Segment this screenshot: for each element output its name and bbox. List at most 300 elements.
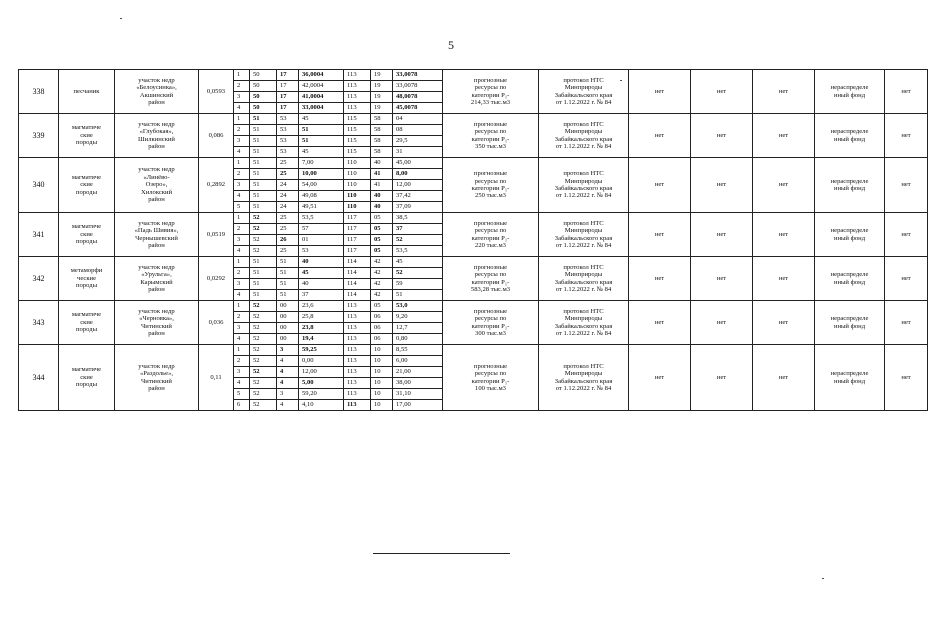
coordinate-cell: 53,5 xyxy=(299,213,344,224)
point-number-cell: 4 xyxy=(234,103,250,114)
coordinate-cell: 05 xyxy=(371,246,393,257)
status-cell: нет xyxy=(885,70,928,114)
status-cell: нет xyxy=(885,114,928,158)
coordinate-cell: 52 xyxy=(250,356,277,367)
coordinate-cell: 59,20 xyxy=(299,389,344,400)
point-number-cell: 1 xyxy=(234,345,250,356)
coordinate-cell: 58 xyxy=(371,125,393,136)
coordinate-cell: 57 xyxy=(299,224,344,235)
rock-type-cell: магматиче ские породы xyxy=(59,345,115,411)
coordinate-cell: 52 xyxy=(250,224,277,235)
table-body xyxy=(19,70,928,411)
coordinate-cell: 49,08 xyxy=(299,191,344,202)
coordinate-cell: 59 xyxy=(393,279,443,290)
coordinate-cell: 52 xyxy=(250,246,277,257)
coordinate-cell: 50 xyxy=(250,70,277,81)
status-cell: нет xyxy=(629,345,691,411)
row-number-cell: 343 xyxy=(19,301,59,345)
table-row xyxy=(19,301,928,312)
coordinate-cell: 115 xyxy=(344,136,371,147)
fund-cell: нераспределе нный фонд xyxy=(815,213,885,257)
point-number-cell: 3 xyxy=(234,180,250,191)
deposits-table xyxy=(18,69,928,411)
status-cell: нет xyxy=(753,114,815,158)
coordinate-cell: 41,0004 xyxy=(299,92,344,103)
protocol-cell: протокол НТС Минприроды Забайкальского края от 1.12.2022 г. № 84 xyxy=(539,301,629,345)
site-cell: участок недр «Белоусинка», Акшинский район xyxy=(115,70,199,114)
coordinate-cell: 51 xyxy=(250,147,277,158)
point-number-cell: 2 xyxy=(234,169,250,180)
coordinate-cell: 51 xyxy=(277,268,299,279)
coordinate-cell: 40 xyxy=(371,202,393,213)
coordinate-cell: 10 xyxy=(371,389,393,400)
fund-cell: нераспределе нный фонд xyxy=(815,114,885,158)
coordinate-cell: 51 xyxy=(250,202,277,213)
coordinate-cell: 26 xyxy=(277,235,299,246)
coordinate-cell: 10 xyxy=(371,400,393,411)
table-row xyxy=(19,158,928,169)
coordinate-cell: 06 xyxy=(371,323,393,334)
coordinate-cell: 114 xyxy=(344,268,371,279)
status-cell: нет xyxy=(753,345,815,411)
point-number-cell: 6 xyxy=(234,400,250,411)
coordinate-cell: 23,6 xyxy=(299,301,344,312)
coordinate-cell: 45 xyxy=(299,268,344,279)
coordinate-cell: 53 xyxy=(277,114,299,125)
coordinate-cell: 51 xyxy=(250,114,277,125)
coordinate-cell: 17 xyxy=(277,70,299,81)
coordinate-cell: 117 xyxy=(344,246,371,257)
fund-cell: нераспределе нный фонд xyxy=(815,345,885,411)
status-cell: нет xyxy=(885,213,928,257)
coordinate-cell: 33,0078 xyxy=(393,70,443,81)
coordinate-cell: 10 xyxy=(371,345,393,356)
point-number-cell: 4 xyxy=(234,378,250,389)
coordinate-cell: 53,0 xyxy=(393,301,443,312)
coordinate-cell: 42,0004 xyxy=(299,81,344,92)
area-cell: 0,11 xyxy=(199,345,234,411)
coordinate-cell: 24 xyxy=(277,191,299,202)
coordinate-cell: 52 xyxy=(250,367,277,378)
coordinate-cell: 21,00 xyxy=(393,367,443,378)
coordinate-cell: 117 xyxy=(344,213,371,224)
fund-cell: нераспределе нный фонд xyxy=(815,257,885,301)
coordinate-cell: 113 xyxy=(344,323,371,334)
coordinate-cell: 52 xyxy=(250,301,277,312)
point-number-cell: 3 xyxy=(234,136,250,147)
coordinate-cell: 51 xyxy=(299,125,344,136)
resources-cell: прогнозные ресурсы по категории P₁- 250 тыс.м3 xyxy=(443,158,539,213)
site-cell: участок недр «Линёво- Озеро», Хилокский район xyxy=(115,158,199,213)
status-cell: нет xyxy=(885,158,928,213)
coordinate-cell: 4,10 xyxy=(299,400,344,411)
coordinate-cell: 31 xyxy=(393,147,443,158)
coordinate-cell: 52 xyxy=(250,235,277,246)
resources-cell: прогнозные ресурсы по категории P₁- 350 тыс.м3 xyxy=(443,114,539,158)
coordinate-cell: 113 xyxy=(344,334,371,345)
protocol-cell: протокол НТС Минприроды Забайкальского края от 1.12.2022 г. № 84 xyxy=(539,345,629,411)
rock-type-cell: магматиче ские породы xyxy=(59,114,115,158)
fund-cell: нераспределе нный фонд xyxy=(815,301,885,345)
coordinate-cell: 8,00 xyxy=(393,169,443,180)
rock-type-cell: магматиче ские породы xyxy=(59,213,115,257)
coordinate-cell: 10,00 xyxy=(299,169,344,180)
coordinate-cell: 17 xyxy=(277,103,299,114)
coordinate-cell: 115 xyxy=(344,147,371,158)
coordinate-cell: 52 xyxy=(250,400,277,411)
protocol-cell: протокол НТС Минприроды Забайкальского края от 1.12.2022 г. № 84 xyxy=(539,114,629,158)
coordinate-cell: 117 xyxy=(344,224,371,235)
coordinate-cell: 51 xyxy=(277,257,299,268)
coordinate-cell: 52 xyxy=(250,312,277,323)
coordinate-cell: 113 xyxy=(344,312,371,323)
coordinate-cell: 51 xyxy=(250,279,277,290)
row-number-cell: 342 xyxy=(19,257,59,301)
point-number-cell: 1 xyxy=(234,257,250,268)
point-number-cell: 4 xyxy=(234,191,250,202)
coordinate-cell: 113 xyxy=(344,345,371,356)
coordinate-cell: 54,00 xyxy=(299,180,344,191)
point-number-cell: 2 xyxy=(234,312,250,323)
scan-speck xyxy=(822,578,824,579)
coordinate-cell: 53 xyxy=(277,147,299,158)
coordinate-cell: 25 xyxy=(277,224,299,235)
coordinate-cell: 52 xyxy=(393,235,443,246)
coordinate-cell: 45,0078 xyxy=(393,103,443,114)
coordinate-cell: 53 xyxy=(299,246,344,257)
coordinate-cell: 38,5 xyxy=(393,213,443,224)
coordinate-cell: 53,5 xyxy=(393,246,443,257)
coordinate-cell: 40 xyxy=(371,158,393,169)
coordinate-cell: 113 xyxy=(344,70,371,81)
point-number-cell: 4 xyxy=(234,290,250,301)
coordinate-cell: 00 xyxy=(277,301,299,312)
table-row xyxy=(19,257,928,268)
resources-cell: прогнозные ресурсы по категории P₁- 220 тыс.м3 xyxy=(443,213,539,257)
coordinate-cell: 48,0078 xyxy=(393,92,443,103)
coordinate-cell: 4 xyxy=(277,400,299,411)
coordinate-cell: 24 xyxy=(277,202,299,213)
coordinate-cell: 36,0004 xyxy=(299,70,344,81)
status-cell: нет xyxy=(753,257,815,301)
point-number-cell: 3 xyxy=(234,235,250,246)
point-number-cell: 2 xyxy=(234,125,250,136)
coordinate-cell: 45 xyxy=(393,257,443,268)
coordinate-cell: 12,00 xyxy=(393,180,443,191)
coordinate-cell: 51 xyxy=(277,279,299,290)
coordinate-cell: 25 xyxy=(277,246,299,257)
coordinate-cell: 37,42 xyxy=(393,191,443,202)
coordinate-cell: 42 xyxy=(371,257,393,268)
coordinate-cell: 113 xyxy=(344,389,371,400)
fund-cell: нераспределе нный фонд xyxy=(815,70,885,114)
coordinate-cell: 00 xyxy=(277,323,299,334)
coordinate-cell: 37,09 xyxy=(393,202,443,213)
coordinate-cell: 3 xyxy=(277,345,299,356)
coordinate-cell: 113 xyxy=(344,103,371,114)
coordinate-cell: 51 xyxy=(250,191,277,202)
row-number-cell: 339 xyxy=(19,114,59,158)
coordinate-cell: 06 xyxy=(371,334,393,345)
coordinate-cell: 41 xyxy=(371,169,393,180)
status-cell: нет xyxy=(629,213,691,257)
coordinate-cell: 53 xyxy=(277,125,299,136)
protocol-cell: протокол НТС Минприроды Забайкальского края от 1.12.2022 г. № 84 xyxy=(539,213,629,257)
point-number-cell: 2 xyxy=(234,268,250,279)
point-number-cell: 1 xyxy=(234,158,250,169)
area-cell: 0,0292 xyxy=(199,257,234,301)
point-number-cell: 5 xyxy=(234,202,250,213)
coordinate-cell: 40 xyxy=(299,257,344,268)
coordinate-cell: 05 xyxy=(371,213,393,224)
coordinate-cell: 110 xyxy=(344,202,371,213)
point-number-cell: 4 xyxy=(234,147,250,158)
coordinate-cell: 6,00 xyxy=(393,356,443,367)
coordinate-cell: 31,10 xyxy=(393,389,443,400)
status-cell: нет xyxy=(629,301,691,345)
coordinate-cell: 110 xyxy=(344,169,371,180)
coordinate-cell: 49,51 xyxy=(299,202,344,213)
coordinate-cell: 17,00 xyxy=(393,400,443,411)
status-cell: нет xyxy=(629,257,691,301)
point-number-cell: 1 xyxy=(234,213,250,224)
coordinate-cell: 114 xyxy=(344,290,371,301)
protocol-cell: протокол НТС Минприроды Забайкальского края от 1.12.2022 г. № 84 xyxy=(539,158,629,213)
status-cell: нет xyxy=(629,158,691,213)
coordinate-cell: 51 xyxy=(250,268,277,279)
coordinate-cell: 113 xyxy=(344,367,371,378)
rock-type-cell: песчаник xyxy=(59,70,115,114)
status-cell: нет xyxy=(885,301,928,345)
rock-type-cell: магматиче ские породы xyxy=(59,301,115,345)
point-number-cell: 4 xyxy=(234,334,250,345)
area-cell: 0,086 xyxy=(199,114,234,158)
status-cell: нет xyxy=(629,114,691,158)
coordinate-cell: 08 xyxy=(393,125,443,136)
coordinate-cell: 51 xyxy=(393,290,443,301)
coordinate-cell: 9,20 xyxy=(393,312,443,323)
status-cell: нет xyxy=(691,158,753,213)
site-cell: участок недр «Глубокая», Шилкинский район xyxy=(115,114,199,158)
coordinate-cell: 58 xyxy=(371,114,393,125)
coordinate-cell: 113 xyxy=(344,301,371,312)
coordinate-cell: 51 xyxy=(299,136,344,147)
point-number-cell: 3 xyxy=(234,323,250,334)
point-number-cell: 5 xyxy=(234,389,250,400)
coordinate-cell: 50 xyxy=(250,92,277,103)
coordinate-cell: 51 xyxy=(277,290,299,301)
coordinate-cell: 19 xyxy=(371,81,393,92)
point-number-cell: 4 xyxy=(234,246,250,257)
row-number-cell: 341 xyxy=(19,213,59,257)
row-number-cell: 344 xyxy=(19,345,59,411)
coordinate-cell: 05 xyxy=(371,235,393,246)
coordinate-cell: 52 xyxy=(250,378,277,389)
coordinate-cell: 25 xyxy=(277,169,299,180)
coordinate-cell: 10 xyxy=(371,356,393,367)
coordinate-cell: 17 xyxy=(277,92,299,103)
coordinate-cell: 12,00 xyxy=(299,367,344,378)
coordinate-cell: 38,00 xyxy=(393,378,443,389)
site-cell: участок недр «Черновка», Читинский район xyxy=(115,301,199,345)
coordinate-cell: 17 xyxy=(277,81,299,92)
coordinate-cell: 4 xyxy=(277,367,299,378)
coordinate-cell: 23,8 xyxy=(299,323,344,334)
coordinate-cell: 4 xyxy=(277,378,299,389)
coordinate-cell: 51 xyxy=(250,158,277,169)
coordinate-cell: 52 xyxy=(393,268,443,279)
coordinate-cell: 114 xyxy=(344,257,371,268)
coordinate-cell: 04 xyxy=(393,114,443,125)
point-number-cell: 1 xyxy=(234,301,250,312)
protocol-cell: протокол НТС Минприроды Забайкальского края от 1.12.2022 г. № 84 xyxy=(539,257,629,301)
point-number-cell: 3 xyxy=(234,367,250,378)
point-number-cell: 3 xyxy=(234,92,250,103)
coordinate-cell: 113 xyxy=(344,356,371,367)
rock-type-cell: метаморфи ческие породы xyxy=(59,257,115,301)
row-number-cell: 340 xyxy=(19,158,59,213)
status-cell: нет xyxy=(753,158,815,213)
table-row xyxy=(19,114,928,125)
coordinate-cell: 19 xyxy=(371,92,393,103)
site-cell: участок недр «Раздолье», Читинский район xyxy=(115,345,199,411)
coordinate-cell: 5,00 xyxy=(299,378,344,389)
coordinate-cell: 52 xyxy=(250,389,277,400)
coordinate-cell: 45 xyxy=(299,147,344,158)
coordinate-cell: 0,80 xyxy=(393,334,443,345)
coordinate-cell: 19 xyxy=(371,103,393,114)
coordinate-cell: 06 xyxy=(371,312,393,323)
status-cell: нет xyxy=(691,70,753,114)
status-cell: нет xyxy=(753,70,815,114)
status-cell: нет xyxy=(885,257,928,301)
point-number-cell: 3 xyxy=(234,279,250,290)
coordinate-cell: 50 xyxy=(250,103,277,114)
coordinate-cell: 51 xyxy=(250,257,277,268)
table-row xyxy=(19,213,928,224)
scan-speck xyxy=(620,80,622,81)
coordinate-cell: 113 xyxy=(344,400,371,411)
coordinate-cell: 117 xyxy=(344,235,371,246)
table-row xyxy=(19,345,928,356)
coordinate-cell: 05 xyxy=(371,301,393,312)
coordinate-cell: 01 xyxy=(299,235,344,246)
coordinate-cell: 42 xyxy=(371,268,393,279)
coordinate-cell: 114 xyxy=(344,279,371,290)
coordinate-cell: 113 xyxy=(344,92,371,103)
status-cell: нет xyxy=(691,257,753,301)
coordinate-cell: 40 xyxy=(299,279,344,290)
coordinate-cell: 115 xyxy=(344,125,371,136)
table-row xyxy=(19,70,928,81)
coordinate-cell: 37 xyxy=(299,290,344,301)
coordinate-cell: 19 xyxy=(371,70,393,81)
area-cell: 0,2892 xyxy=(199,158,234,213)
coordinate-cell: 0,00 xyxy=(299,356,344,367)
coordinate-cell: 37 xyxy=(393,224,443,235)
row-number-cell: 338 xyxy=(19,70,59,114)
coordinate-cell: 51 xyxy=(250,290,277,301)
coordinate-cell: 33,0078 xyxy=(393,81,443,92)
coordinate-cell: 19,4 xyxy=(299,334,344,345)
coordinate-cell: 59,25 xyxy=(299,345,344,356)
coordinate-cell: 51 xyxy=(250,136,277,147)
point-number-cell: 2 xyxy=(234,224,250,235)
page-number: 5 xyxy=(448,38,454,52)
status-cell: нет xyxy=(691,114,753,158)
coordinate-cell: 41 xyxy=(371,180,393,191)
site-cell: участок недр «Урульга», Карымский район xyxy=(115,257,199,301)
coordinate-cell: 45,00 xyxy=(393,158,443,169)
coordinate-cell: 50 xyxy=(250,81,277,92)
coordinate-cell: 3 xyxy=(277,389,299,400)
coordinate-cell: 05 xyxy=(371,224,393,235)
coordinate-cell: 45 xyxy=(299,114,344,125)
coordinate-cell: 42 xyxy=(371,279,393,290)
rock-type-cell: магматиче ские породы xyxy=(59,158,115,213)
coordinate-cell: 58 xyxy=(371,147,393,158)
coordinate-cell: 8,55 xyxy=(393,345,443,356)
footnote-separator xyxy=(373,553,510,554)
point-number-cell: 1 xyxy=(234,114,250,125)
coordinate-cell: 24 xyxy=(277,180,299,191)
fund-cell: нераспределе нный фонд xyxy=(815,158,885,213)
scan-speck xyxy=(120,18,122,19)
coordinate-cell: 110 xyxy=(344,191,371,202)
coordinate-cell: 00 xyxy=(277,312,299,323)
protocol-cell: протокол НТС Минприроды Забайкальского края от 1.12.2022 г. № 84 xyxy=(539,70,629,114)
coordinate-cell: 52 xyxy=(250,345,277,356)
coordinate-cell: 4 xyxy=(277,356,299,367)
area-cell: 0,036 xyxy=(199,301,234,345)
status-cell: нет xyxy=(691,213,753,257)
coordinate-cell: 42 xyxy=(371,290,393,301)
coordinate-cell: 113 xyxy=(344,378,371,389)
coordinate-cell: 113 xyxy=(344,81,371,92)
coordinate-cell: 29,5 xyxy=(393,136,443,147)
coordinate-cell: 110 xyxy=(344,158,371,169)
status-cell: нет xyxy=(753,301,815,345)
coordinate-cell: 25 xyxy=(277,158,299,169)
coordinate-cell: 10 xyxy=(371,378,393,389)
point-number-cell: 2 xyxy=(234,81,250,92)
resources-cell: прогнозные ресурсы по категории P₁- 100 тыс.м3 xyxy=(443,345,539,411)
site-cell: участок недр «Падь Шивия», Чернышевский район xyxy=(115,213,199,257)
coordinate-cell: 52 xyxy=(250,323,277,334)
point-number-cell: 1 xyxy=(234,70,250,81)
coordinate-cell: 52 xyxy=(250,213,277,224)
coordinate-cell: 25 xyxy=(277,213,299,224)
coordinate-cell: 52 xyxy=(250,334,277,345)
coordinate-cell: 58 xyxy=(371,136,393,147)
coordinate-cell: 53 xyxy=(277,136,299,147)
coordinate-cell: 110 xyxy=(344,180,371,191)
coordinate-cell: 51 xyxy=(250,125,277,136)
coordinate-cell: 115 xyxy=(344,114,371,125)
resources-cell: прогнозные ресурсы по категории P₁- 214,33 тыс.м3 xyxy=(443,70,539,114)
coordinate-cell: 33,0004 xyxy=(299,103,344,114)
coordinate-cell: 00 xyxy=(277,334,299,345)
resources-cell: прогнозные ресурсы по категории P₁- 300 тыс.м3 xyxy=(443,301,539,345)
area-cell: 0,0593 xyxy=(199,70,234,114)
area-cell: 0,0519 xyxy=(199,213,234,257)
coordinate-cell: 10 xyxy=(371,367,393,378)
point-number-cell: 2 xyxy=(234,356,250,367)
status-cell: нет xyxy=(691,345,753,411)
status-cell: нет xyxy=(691,301,753,345)
coordinate-cell: 7,00 xyxy=(299,158,344,169)
status-cell: нет xyxy=(753,213,815,257)
